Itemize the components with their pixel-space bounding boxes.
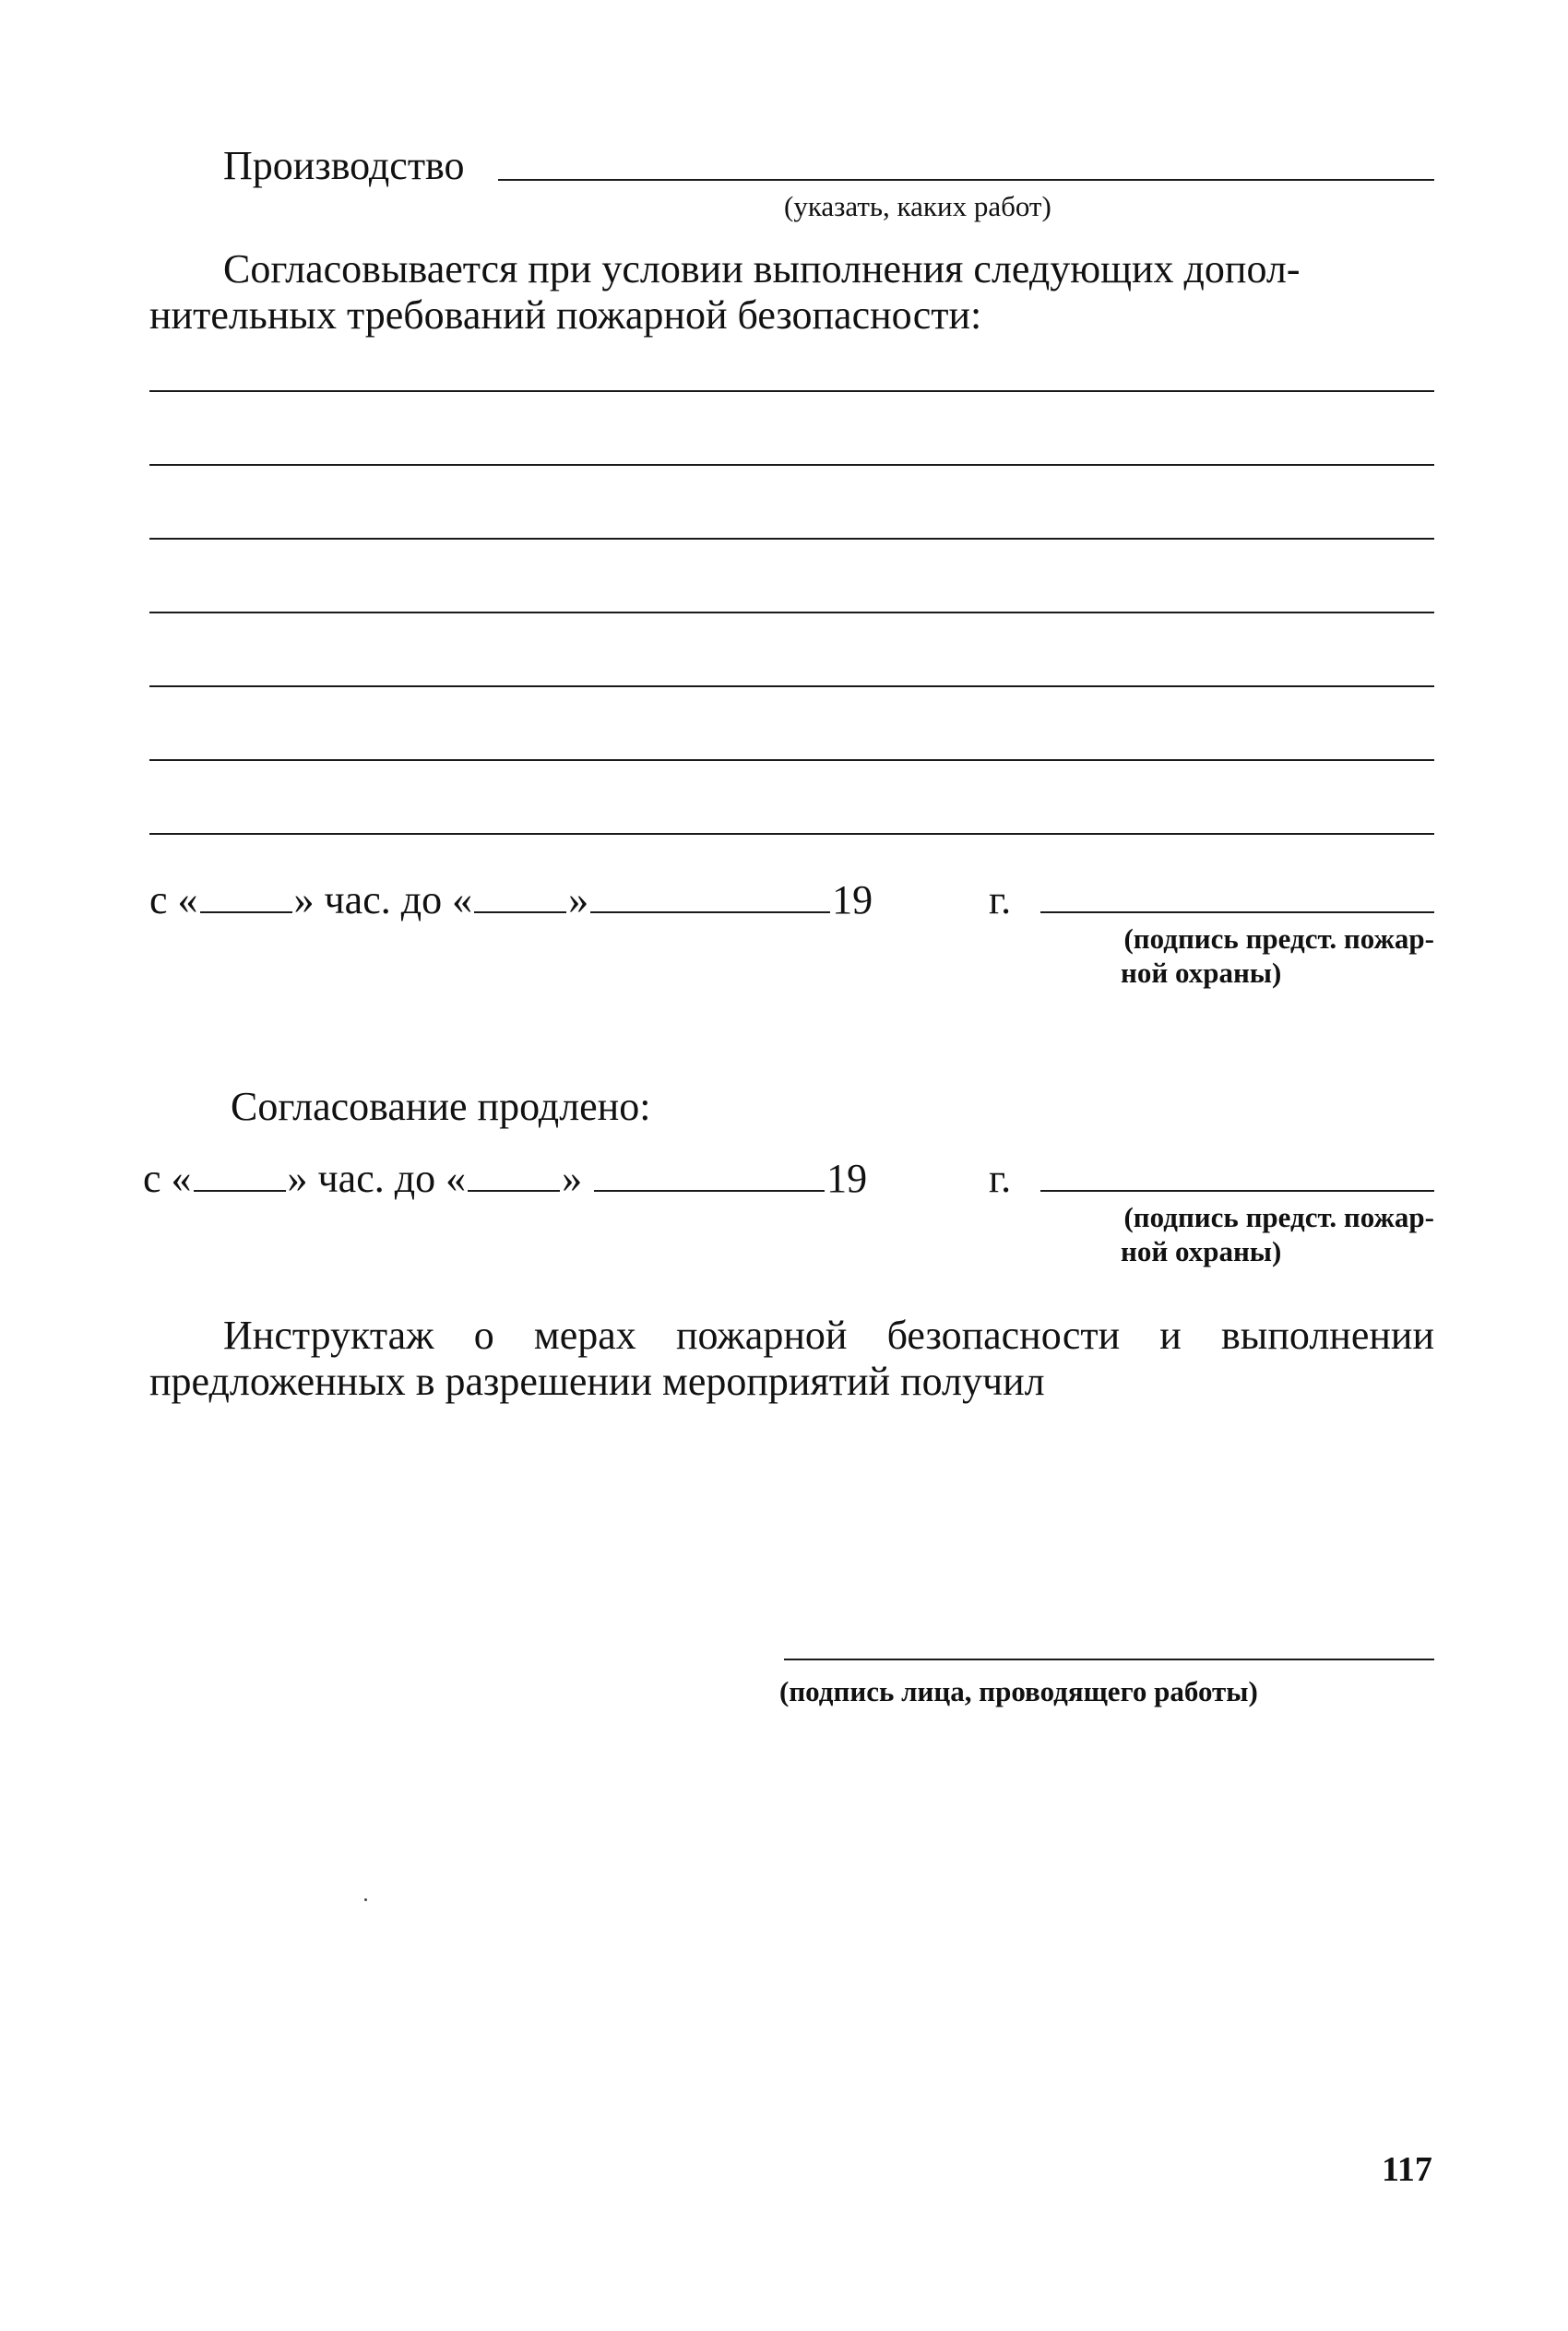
- period-close-quote: »: [562, 1156, 583, 1201]
- year-label: 19: [826, 1156, 868, 1201]
- fire-guard-signature-line[interactable]: [1040, 1190, 1434, 1192]
- requirement-line[interactable]: [149, 464, 1434, 466]
- fire-guard-signature-caption-line2: ной охраны): [1121, 957, 1282, 989]
- instruction-text-line1: Инструктаж о мерах пожарной безопасности и выполнении: [223, 1313, 1434, 1358]
- agreement-text-line2: нительных требований пожарной безопасности:: [149, 292, 982, 338]
- year-suffix-label: г.: [989, 877, 1012, 922]
- date-field[interactable]: [590, 911, 830, 913]
- worker-signature-caption: (подпись лица, проводящего работы): [779, 1675, 1258, 1707]
- period-row-2: [143, 1156, 868, 1201]
- year-suffix-label: г.: [989, 1156, 1012, 1201]
- fire-guard-signature-caption-line1: (подпись предст. пожар-: [1123, 1201, 1434, 1233]
- instruction-text-line2: предложенных в разрешении мероприятий получил: [149, 1359, 1045, 1404]
- requirement-line[interactable]: [149, 390, 1434, 392]
- period-hours-label: » час. до «: [293, 877, 473, 922]
- extension-title: Согласование продлено:: [231, 1084, 651, 1129]
- period-close-quote: »: [568, 877, 589, 922]
- period-hours-label: » час. до «: [287, 1156, 467, 1201]
- period-from-label: с «: [149, 877, 198, 922]
- start-hour-field[interactable]: [200, 911, 292, 913]
- requirement-line[interactable]: [149, 759, 1434, 761]
- end-hour-field[interactable]: [468, 1190, 560, 1192]
- fire-guard-signature-line[interactable]: [1040, 911, 1434, 913]
- end-hour-field[interactable]: [474, 911, 566, 913]
- requirement-line[interactable]: [149, 833, 1434, 835]
- date-field[interactable]: [594, 1190, 825, 1192]
- production-label: Производство: [223, 143, 465, 188]
- fire-guard-signature-caption-line1: (подпись предст. пожар-: [1123, 922, 1434, 955]
- requirement-line[interactable]: [149, 685, 1434, 687]
- period-row-1: [149, 877, 873, 922]
- start-hour-field[interactable]: [194, 1190, 286, 1192]
- fire-guard-signature-caption-line2: ной охраны): [1121, 1235, 1282, 1267]
- worker-signature-line[interactable]: [784, 1659, 1434, 1660]
- page-number: 117: [1382, 2150, 1432, 2189]
- period-from-label: с «: [143, 1156, 192, 1201]
- print-speck: [364, 1898, 367, 1901]
- requirement-line[interactable]: [149, 538, 1434, 540]
- production-entry-line[interactable]: [498, 179, 1434, 181]
- production-hint: (указать, каких работ): [784, 190, 1051, 222]
- agreement-text-line1: Согласовывается при условии выполнения следующих допол-: [223, 246, 1301, 291]
- requirement-line[interactable]: [149, 612, 1434, 613]
- year-label: 19: [832, 877, 873, 922]
